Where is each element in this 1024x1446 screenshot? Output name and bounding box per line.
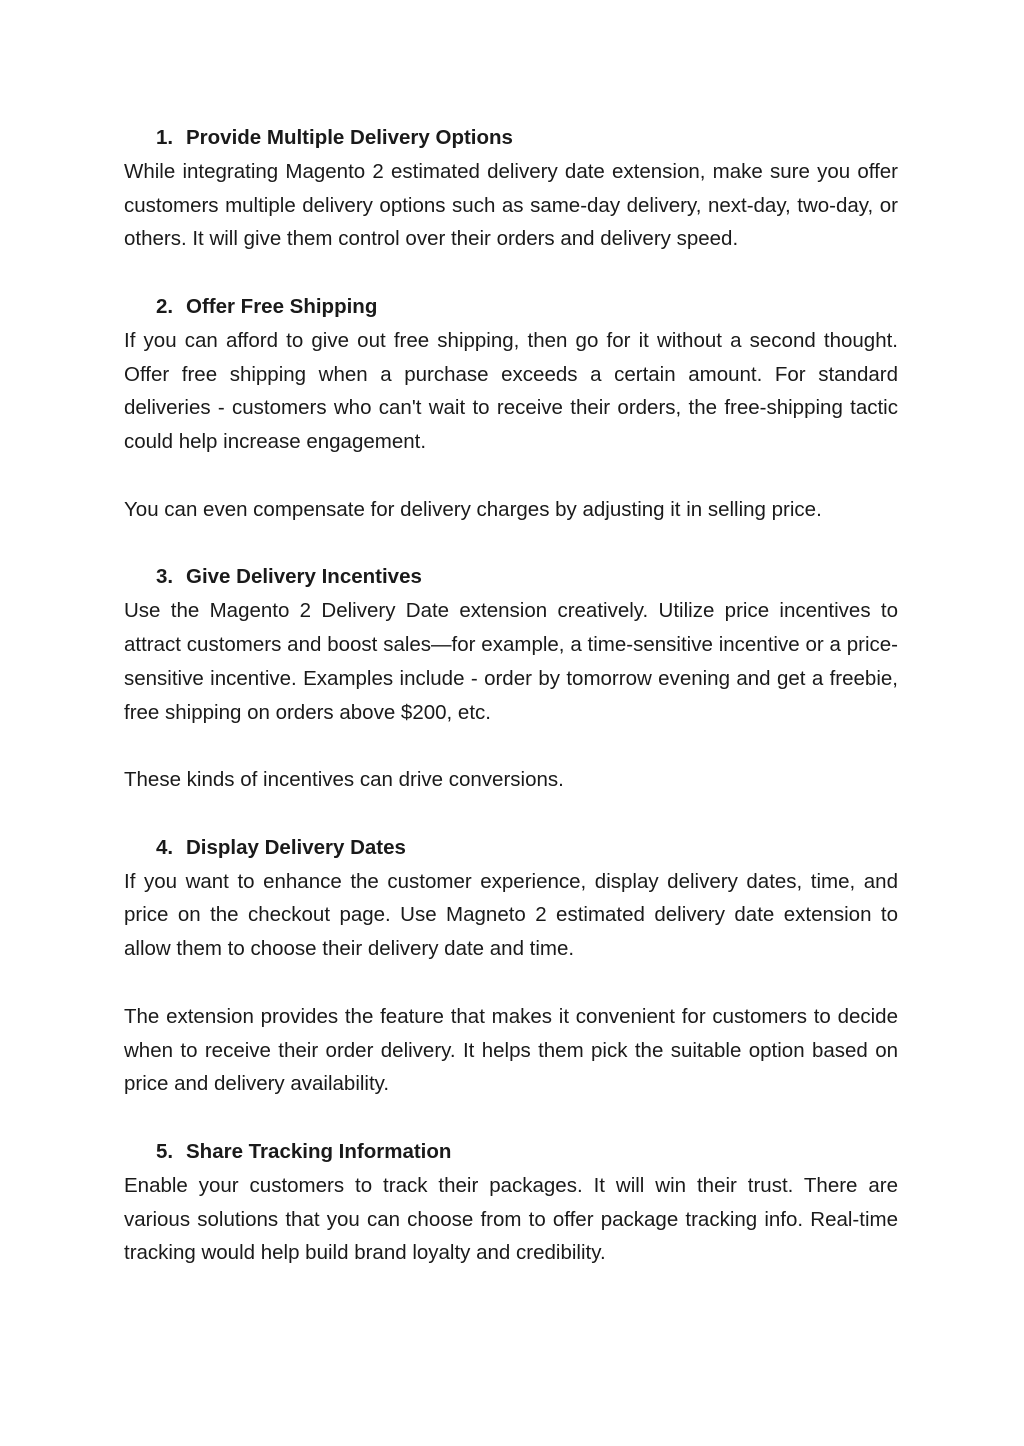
section-heading — [124, 831, 898, 865]
section-2 — [124, 290, 898, 527]
section-number: 5. — [156, 1139, 174, 1163]
section-paragraph: If you want to enhance the customer experience, display delivery dates, time, and price on the checkout page. Use Magneto 2 estimated delivery date extension to allow them to choose their delivery date and time. — [124, 869, 898, 961]
section-heading — [124, 290, 898, 324]
section-3 — [124, 560, 898, 797]
section-heading — [124, 1135, 898, 1169]
section-paragraph: While integrating Magento 2 estimated delivery date extension, make sure you offer customers multiple delivery options such as same-day delivery, next-day, two-day, or others. It will give them control over their orders and delivery speed. — [124, 159, 898, 251]
section-paragraph: You can even compensate for delivery charges by adjusting it in selling price. — [124, 497, 822, 521]
section-heading — [124, 560, 898, 594]
section-5 — [124, 1135, 898, 1270]
document-page — [124, 121, 898, 1270]
section-paragraph: Enable your customers to track their packages. It will win their trust. There are various solutions that you can choose from to offer package tracking info. Real-time tracking would help build brand loyalty and credibility. — [124, 1173, 898, 1265]
section-paragraph: These kinds of incentives can drive conversions. — [124, 768, 564, 792]
section-title: Offer Free Shipping — [186, 294, 378, 318]
section-title: Share Tracking Information — [186, 1139, 452, 1163]
section-number: 1. — [156, 126, 174, 149]
section-number: 2. — [156, 294, 174, 318]
section-paragraph: Use the Magento 2 Delivery Date extension creatively. Utilize price incentives to attract customers and boost sales—for example, a time-sensitive incentive or a price-sensitive incentive. Examples include - order by tomorrow evening and get a freebie, free shipping on orders above $200, etc. — [124, 599, 898, 724]
section-title: Give Delivery Incentives — [186, 565, 422, 589]
section-title: Provide Multiple Delivery Options — [186, 126, 513, 149]
section-number: 4. — [156, 835, 174, 859]
section-number: 3. — [156, 565, 174, 589]
section-heading — [124, 121, 898, 155]
section-title: Display Delivery Dates — [186, 835, 406, 859]
section-paragraph: The extension provides the feature that makes it convenient for customers to decide when to receive their order delivery. It helps them pick the suitable option based on price and delivery availability. — [124, 1004, 898, 1096]
section-4 — [124, 831, 898, 1101]
section-paragraph: If you can afford to give out free shipping, then go for it without a second thought. Offer free shipping when a purchase exceeds a certain amount. For standard deliveries - customers who can't wait to receive their orders, the free-shipping tactic could help increase engagement. — [124, 328, 898, 454]
section-1 — [124, 121, 898, 256]
